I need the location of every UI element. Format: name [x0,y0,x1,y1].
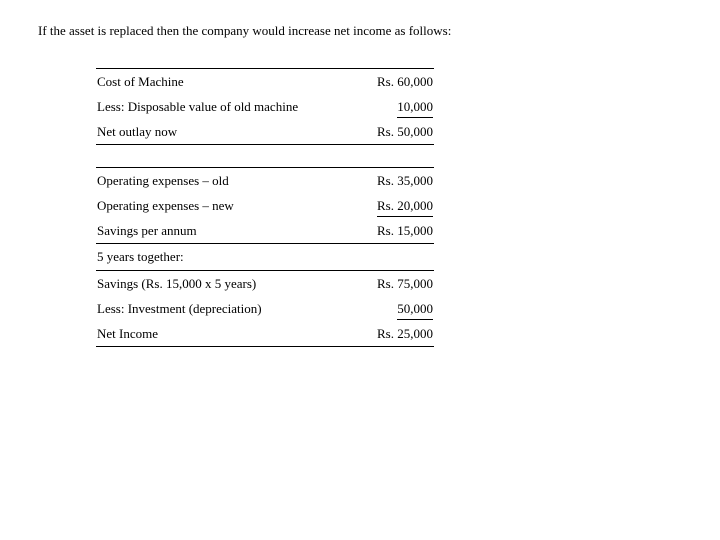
net-income-statement [96,68,434,347]
row-amount: Rs. 60,000 [377,74,433,89]
row-label: Savings per annum [97,223,197,238]
bottom-rule [96,346,434,347]
statement-row [96,296,434,321]
row-amount: Rs. 20,000 [377,198,433,217]
row-label: Net outlay now [97,124,178,139]
intro-text: If the asset is replaced then the company would increase net income as follows: [38,23,452,38]
row-amount: Rs. 25,000 [377,326,433,341]
row-label: Operating expenses – new [97,198,234,213]
row-amount: Rs. 75,000 [377,276,433,291]
statement-row [96,193,434,218]
row-label: Cost of Machine [97,74,184,89]
statement-row [96,218,434,243]
row-label: Net Income [97,326,159,341]
statement-row [96,94,434,119]
statement-row [96,69,434,94]
row-amount: Rs. 15,000 [377,223,433,238]
subheading-row [96,244,434,270]
statement-row [96,271,434,296]
row-label: Less: Disposable value of old machine [97,99,299,114]
statement-row [96,321,434,346]
row-label: Less: Investment (depreciation) [97,301,262,316]
row-label: Operating expenses – old [97,173,229,188]
row-label: Savings (Rs. 15,000 x 5 years) [97,276,257,291]
statement-row [96,119,434,144]
row-amount: 50,000 [397,301,433,320]
row-amount: Rs. 35,000 [377,173,433,188]
row-amount: Rs. 50,000 [377,124,433,139]
row-amount: 10,000 [397,99,433,118]
statement-row [96,168,434,193]
subheading: 5 years together: [97,249,184,264]
